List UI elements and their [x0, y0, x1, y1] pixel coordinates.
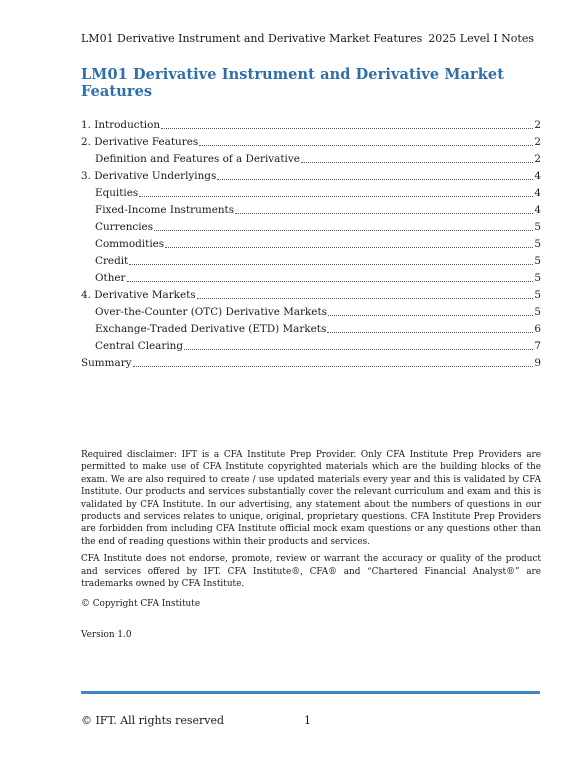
toc-entry-page: 5 — [534, 272, 541, 284]
toc-entry[interactable] — [81, 336, 541, 353]
toc-dot-leader — [133, 365, 534, 367]
copyright-notice: © Copyright CFA Institute — [81, 599, 201, 609]
toc-dot-leader — [184, 348, 533, 350]
toc-entry-page: 2 — [534, 153, 541, 165]
toc-entry-label: Other — [95, 272, 126, 284]
disclaimer-paragraph: Required disclaimer: IFT is a CFA Institute Prep Provider. Only CFA Institute Prep Providers are permitted to make use of CFA Institute copyrighted materials which are the building blocks of the exam. We are also required to create / use updated materials every year and this is validated by CFA Institute. Our products and services substantially cover the relevant curriculum and exam and this is validated by CFA Institute. In our advertising, any statement about the numbers of questions in our products and services relates to unique, original, proprietary questions. CFA Institute Prep Providers are forbidden from including CFA Institute official mock exam questions or any questions other than the end of reading questions within their products and services. — [81, 450, 541, 547]
toc-dot-leader — [139, 195, 533, 197]
toc-dot-leader — [161, 127, 533, 129]
toc-entry-page: 4 — [534, 170, 541, 182]
toc-entry[interactable] — [81, 200, 541, 217]
toc-entry[interactable] — [81, 285, 541, 302]
page-header — [81, 32, 534, 48]
toc-dot-leader — [328, 314, 533, 316]
toc-dot-leader — [154, 229, 533, 231]
toc-entry-label: Equities — [95, 187, 139, 199]
toc-entry[interactable] — [81, 149, 541, 166]
toc-entry-label: Fixed-Income Instruments — [95, 204, 235, 216]
footer-divider — [81, 691, 540, 694]
header-document-title: LM01 Derivative Instrument and Derivative Market Features — [81, 32, 423, 45]
toc-entry-page: 5 — [534, 238, 541, 250]
document-title: LM01 Derivative Instrument and Derivative Market Features — [81, 66, 505, 100]
toc-entry-label: Over-the-Counter (OTC) Derivative Markets — [95, 306, 327, 318]
toc-dot-leader — [217, 178, 533, 180]
toc-entry-page: 2 — [534, 136, 541, 148]
toc-dot-leader — [301, 161, 534, 163]
toc-dot-leader — [197, 297, 534, 299]
toc-entry-page: 7 — [534, 340, 541, 352]
toc-entry[interactable] — [81, 268, 541, 285]
toc-entry[interactable] — [81, 302, 541, 319]
toc-entry-label: Exchange-Traded Derivative (ETD) Markets — [95, 323, 327, 335]
toc-entry-label: Central Clearing — [95, 340, 184, 352]
toc-entry-page: 6 — [534, 323, 541, 335]
toc-entry-page: 5 — [534, 306, 541, 318]
toc-entry-page: 4 — [534, 204, 541, 216]
toc-entry-page: 4 — [534, 187, 541, 199]
toc-entry[interactable] — [81, 217, 541, 234]
toc-entry-label: 2. Derivative Features — [81, 136, 199, 148]
toc-entry[interactable] — [81, 234, 541, 251]
toc-dot-leader — [327, 331, 533, 333]
toc-entry[interactable] — [81, 166, 541, 183]
toc-dot-leader — [199, 144, 533, 146]
toc-entry-label: 3. Derivative Underlyings — [81, 170, 217, 182]
toc-entry[interactable] — [81, 183, 541, 200]
toc-entry-label: Currencies — [95, 221, 154, 233]
toc-entry-page: 5 — [534, 221, 541, 233]
header-level-notes: 2025 Level I Notes — [428, 32, 534, 45]
disclaimer — [81, 449, 541, 595]
toc-entry-label: 1. Introduction — [81, 119, 161, 131]
footer-rights: © IFT. All rights reserved — [81, 714, 225, 727]
toc-entry-label: Summary — [81, 357, 132, 369]
toc-entry[interactable] — [81, 353, 541, 370]
toc-dot-leader — [165, 246, 533, 248]
toc-entry[interactable] — [81, 251, 541, 268]
toc-entry-page: 9 — [534, 357, 541, 369]
toc-dot-leader — [235, 212, 533, 214]
toc-entry-page: 5 — [534, 255, 541, 267]
toc-entry-page: 5 — [534, 289, 541, 301]
footer-page-number: 1 — [304, 714, 311, 727]
trademark-paragraph: CFA Institute does not endorse, promote, review or warrant the accuracy or quality of the product and services offered by IFT. CFA Institute®, CFA® and “Chartered Financial Analyst®” are trademarks owned by CFA Institute. — [81, 554, 541, 590]
toc-entry-label: Definition and Features of a Derivative — [95, 153, 300, 165]
toc-entry-label: Commodities — [95, 238, 165, 250]
toc-dot-leader — [129, 263, 533, 265]
table-of-contents — [81, 115, 541, 370]
toc-entry-page: 2 — [534, 119, 541, 131]
toc-entry[interactable] — [81, 319, 541, 336]
toc-entry-label: 4. Derivative Markets — [81, 289, 196, 301]
toc-entry[interactable] — [81, 115, 541, 132]
toc-entry-label: Credit — [95, 255, 129, 267]
toc-dot-leader — [127, 280, 534, 282]
version-label: Version 1.0 — [81, 630, 132, 640]
toc-entry[interactable] — [81, 132, 541, 149]
